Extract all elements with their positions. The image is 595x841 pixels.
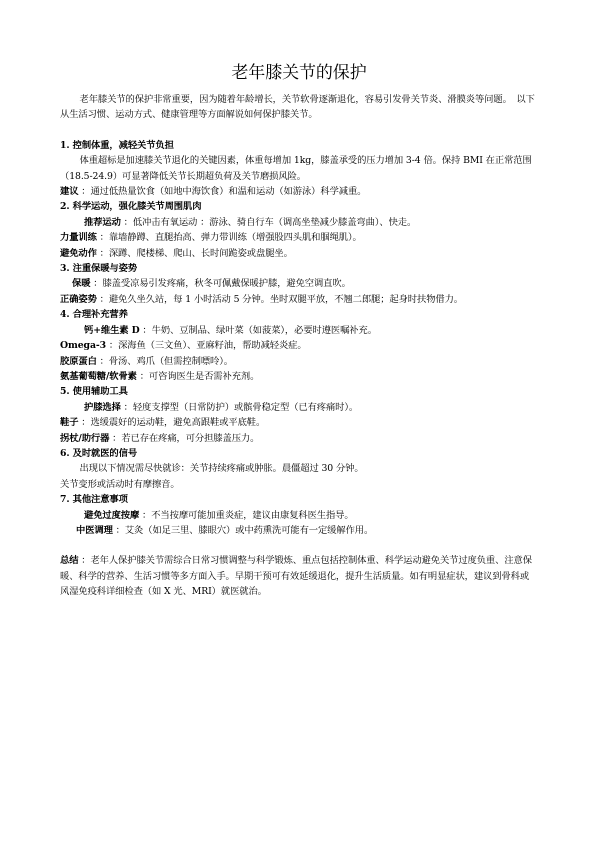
section-4-glucosamine-text: ：可咨询医生是否需补充剂。 bbox=[136, 370, 260, 382]
section-5-crutch bbox=[60, 431, 538, 446]
section-7-heading: 7. 其他注意事项 bbox=[60, 494, 128, 506]
section-4-calcium bbox=[60, 323, 538, 338]
section-3-posture bbox=[60, 292, 538, 307]
section-7-tcm bbox=[60, 523, 538, 538]
section-2-avoid-text: ：深蹲、爬楼梯、爬山、长时间跪姿或盘腿坐。 bbox=[96, 247, 293, 259]
intro-paragraph: 老年膝关节的保护非常重要，因为随着年龄增长，关节软骨逐渐退化，容易引发骨关节炎、滑膜炎等问题。 以下从生活习惯、运动方式、健康管理等方面解说如何保护膝关节。 bbox=[60, 94, 535, 121]
section-2-strength bbox=[60, 230, 538, 245]
section-2-heading: 2. 科学运动，强化膝关节周围肌肉 bbox=[60, 201, 202, 213]
page-title: 老年膝关节的保护 bbox=[231, 63, 367, 83]
section-4-omega3-label: Omega-3 bbox=[60, 340, 107, 352]
section-1-body: 体重超标是加速膝关节退化的关键因素，体重每增加 1kg，膝盖承受的压力增加 3-4 倍。保持 BMI 在正常范围（18.5-24.9）可显著降低关节长期超负荷及关节磨损风险。 bbox=[60, 155, 532, 182]
section-5-kneepad-text: ：轻度支撑型（日常防护）或髌骨稳定型（已有疼痛时）。 bbox=[120, 401, 359, 413]
section-3-warmth-text: ：膝盖受凉易引发疼痛，秋冬可佩戴保暖护膝，避免空调直吹。 bbox=[90, 278, 351, 290]
section-4-collagen bbox=[60, 354, 538, 369]
section-2-recommended bbox=[60, 215, 538, 230]
section-4-collagen-text: ：骨汤、鸡爪（但需控制嘌呤）。 bbox=[96, 355, 233, 367]
section-4-calcium-text: ：牛奶、豆制品、绿叶菜（如菠菜），必要时遵医嘱补充。 bbox=[139, 324, 377, 336]
section-6-line-2: 关节变形或活动时有摩擦音。 bbox=[60, 478, 180, 490]
section-5-shoes-text: ：选缓震好的运动鞋，避免高跟鞋或平底鞋。 bbox=[78, 417, 266, 429]
section-3-posture-label: 正确姿势 bbox=[60, 293, 97, 305]
summary-paragraph bbox=[60, 553, 538, 599]
section-5-heading: 5. 使用辅助工具 bbox=[60, 386, 128, 398]
section-2-strength-label: 力量训练 bbox=[60, 232, 97, 244]
section-7-tcm-label: 中医调理 bbox=[76, 524, 113, 536]
section-5-crutch-text: ：若已存在疼痛，可分担膝盖压力。 bbox=[109, 432, 260, 444]
section-3-warmth-label: 保暖 bbox=[72, 278, 91, 290]
section-4-collagen-label: 胶原蛋白 bbox=[60, 355, 97, 367]
section-5-crutch-label: 拐杖/助行器 bbox=[60, 432, 110, 444]
section-6-line-1: 出现以下情况需尽快就诊：关节持续疼痛或肿胀。晨僵超过 30 分钟。 bbox=[79, 463, 364, 475]
section-5-shoes-label: 鞋子 bbox=[60, 417, 79, 429]
section-4-omega3 bbox=[60, 338, 538, 353]
section-2-recommended-label: 推荐运动 bbox=[84, 216, 121, 228]
section-5-kneepad-label: 护膝选择 bbox=[84, 401, 121, 413]
section-3-posture-text: ：避免久坐久站，每 1 小时活动 5 分钟。坐时双腿平放，不翘二郎腿；起身时扶物借力。 bbox=[96, 293, 463, 305]
section-1-tip-label: 建议 bbox=[60, 186, 79, 198]
section-3-warmth bbox=[60, 276, 538, 291]
section-2-avoid bbox=[60, 246, 538, 261]
section-5-shoes bbox=[60, 415, 538, 430]
summary-label: 总结 bbox=[60, 555, 79, 567]
document-body bbox=[60, 62, 538, 600]
section-4-glucosamine bbox=[60, 369, 538, 384]
section-4-calcium-label: 钙+维生素 D bbox=[84, 324, 140, 336]
summary-text: ：老年人保护膝关节需综合日常习惯调整与科学锻炼、重点包括控制体重、科学运动避免关节过度负重、注意保暖、科学的营养、生活习惯等多方面入手。早期干预可有效延缓退化，提升生活质量。如有明显症状，建议到骨科或风湿免疫科详细检查（如 X 光、MRI）就医就治。 bbox=[60, 555, 532, 598]
section-3-heading: 3. 注重保暖与姿势 bbox=[60, 263, 138, 275]
section-4-heading: 4. 合理补充营养 bbox=[60, 309, 128, 321]
section-2-avoid-label: 避免动作 bbox=[60, 247, 97, 259]
section-2-recommended-text: ：低冲击有氧运动 ：游泳、骑自行车（调高坐垫减少膝盖弯曲）、快走。 bbox=[120, 216, 417, 228]
section-1-heading: 1. 控制体重，减轻关节负担 bbox=[60, 139, 174, 151]
section-7-massage-text: ：不当按摩可能加重炎症，建议由康复科医生指导。 bbox=[139, 509, 354, 521]
section-7-tcm-text: ：艾灸（如足三里、膝眼穴）或中药熏洗可能有一定缓解作用。 bbox=[112, 524, 374, 536]
section-5-kneepad bbox=[60, 400, 538, 415]
section-2-strength-text: ：靠墙静蹲、直腿抬高、弹力带训练（增强股四头肌和腘绳肌）。 bbox=[96, 232, 362, 244]
section-1-tip bbox=[60, 184, 538, 199]
section-4-omega3-text: ：深海鱼（三文鱼）、亚麻籽油，帮助减轻炎症。 bbox=[106, 340, 307, 352]
section-7-massage bbox=[60, 508, 538, 523]
section-6-heading: 6. 及时就医的信号 bbox=[60, 447, 138, 459]
section-1-tip-text: ：通过低热量饮食（如地中海饮食）和温和运动（如游泳）科学减重。 bbox=[78, 186, 367, 198]
section-7-massage-label: 避免过度按摩 bbox=[84, 509, 140, 521]
section-4-glucosamine-label: 氨基葡萄糖/软骨素 bbox=[60, 370, 137, 382]
